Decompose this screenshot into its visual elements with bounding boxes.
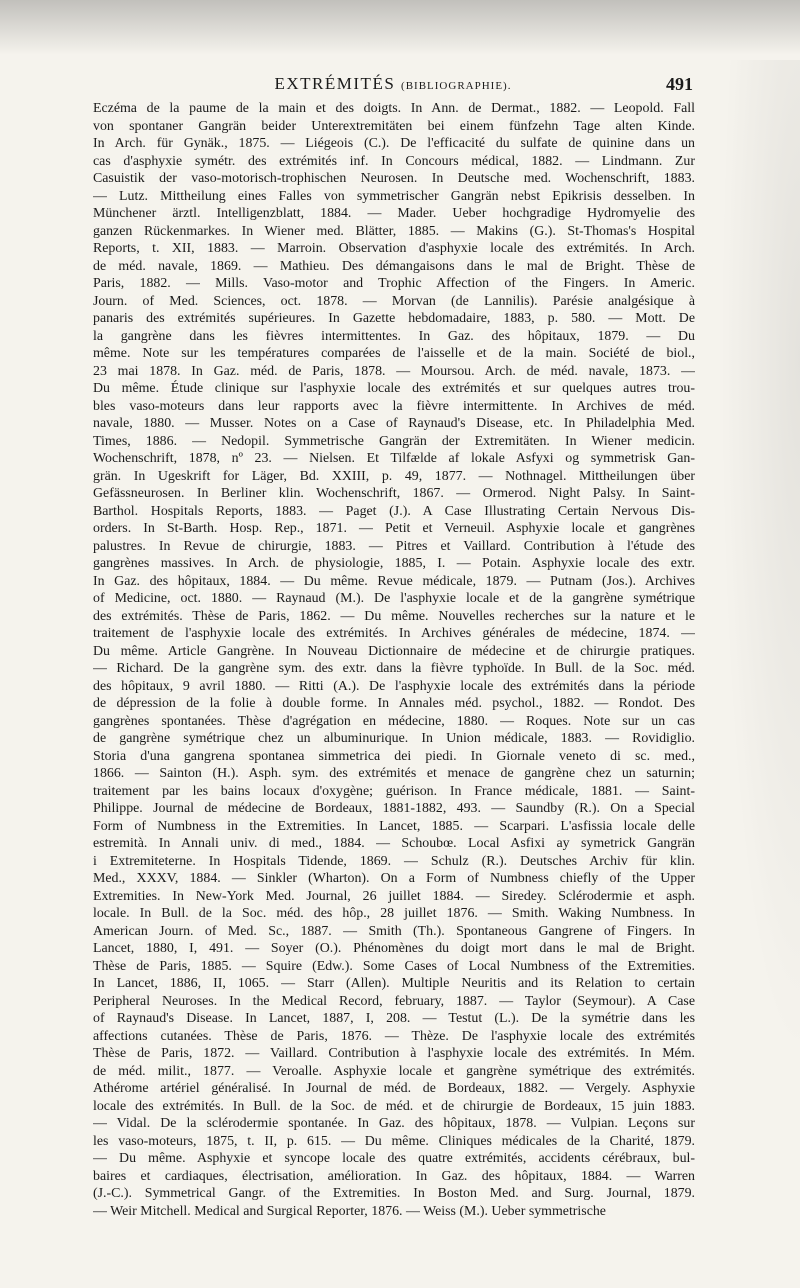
text-line: — Lutz. Mittheilung eines Falles von symmetrischer Gangrän nebst Epikrisis desselben. In xyxy=(93,188,695,204)
text-line: Barthol. Hospitals Reports, 1883. — Paget (J.). A Case Illustrating Certain Nervous Dis- xyxy=(93,503,695,519)
text-line: des extrémités. Thèse de Paris, 1862. — Du même. Nouvelles recherches sur la nature et le xyxy=(93,608,695,624)
text-line: — Vidal. De la sclérodermie spontanée. In Gaz. des hôpitaux, 1878. — Vulpian. Leçons sur xyxy=(93,1116,695,1131)
text-line: i Extremiteterne. In Hospitals Tidende, 1869. — Schulz (R.). Deutsches Archiv für klin. xyxy=(93,853,695,869)
text-line: In Gaz. des hôpitaux, 1884. — Du même. Revue médicale, 1879. — Putnam (Jos.). Archives xyxy=(93,573,695,589)
text-line: Du même. Étude clinique sur l'asphyxie locale des extrémités et sur quelques autres trou- xyxy=(93,381,695,396)
text-line: Form of Numbness in the Extremities. In Lancet, 1885. — Scarpari. L'asfissia locale delle xyxy=(93,818,695,834)
scan-shadow-top xyxy=(0,0,800,55)
text-line: of Raynaud's Disease. In Lancet, 1887, I, 208. — Testut (L.). De la symétrie dans les xyxy=(93,1011,695,1026)
text-line: In Lancet, 1886, II, 1065. — Starr (Allen). Multiple Neuritis and its Relation to certain xyxy=(93,976,695,991)
text-line: bles vaso-moteurs dans leur rapports avec la fièvre intermittente. In Archives de méd. xyxy=(93,398,695,414)
text-line: panaris des extrémités supérieures. In Gazette hebdomadaire, 1883, p. 580. — Mott. De xyxy=(93,311,695,326)
text-line: Gefässneurosen. In Berliner klin. Wochenschrift, 1867. — Ormerod. Night Palsy. In Saint- xyxy=(93,486,695,501)
text-line: (J.-C.). Symmetrical Gangr. of the Extremities. In Boston Med. and Surg. Journal, 1879. xyxy=(93,1186,695,1201)
text-line: Thèse de Paris, 1885. — Squire (Edw.). Some Cases of Local Numbness of the Extremities. xyxy=(93,958,695,974)
text-line: Du même. Article Gangrène. In Nouveau Dictionnaire de médecine et de chirurgie pratiques. xyxy=(93,643,695,659)
text-line: In Arch. für Gynäk., 1875. — Liégeois (C.). De l'efficacité du sulfate de quinine dans un xyxy=(93,136,695,151)
text-line: locale des extrémités. In Bull. de la Soc. de méd. et de chirurgie de Bordeaux, 15 juin 1883. xyxy=(93,1098,695,1114)
text-line: de gangrène symétrique chez un albuminurique. In Union médicale, 1883. — Rovidiglio. xyxy=(93,731,695,746)
text-line: Wochenschrift, 1878, nº 23. — Nielsen. Et Tilfælde af lokale Asfyxi og symmetrisk Gan- xyxy=(93,451,695,466)
text-line: même. Note sur les températures comparées de l'aisselle et de la main. Société de biol., xyxy=(93,346,695,361)
text-line: de méd. milit., 1877. — Veroalle. Asphyxie locale et gangrène symétrique des extrémités. xyxy=(93,1063,695,1079)
text-line: cas d'asphyxie symétr. des extrémités inf. In Concours médical, 1882. — Lindmann. Zur xyxy=(93,153,695,169)
text-line: 1866. — Sainton (H.). Asph. sym. des extrémités et menace de gangrène chez un saturnin; xyxy=(93,766,695,781)
text-line: — Weir Mitchell. Medical and Surgical Reporter, 1876. — Weiss (M.). Ueber symmetrische xyxy=(93,1203,606,1219)
text-line: ganzen Rückenmarkes. In Wiener med. Blätter, 1885. — Makins (G.). St-Thomas's Hospital xyxy=(93,223,695,239)
text-line: baires et cardiaques, électrisation, amélioration. In Gaz. des hôpitaux, 1884. — Warren xyxy=(93,1168,695,1184)
text-line: von spontaner Gangrän beider Unterextremitäten bei einem fünfzehn Tage alten Kinde. xyxy=(93,118,695,134)
text-line: traitement par les bains locaux d'oxygène; guérison. In France médicale, 1881. — Saint- xyxy=(93,783,695,799)
text-line: Reports, t. XII, 1883. — Marroin. Observation d'asphyxie locale des extrémités. In Arch. xyxy=(93,241,695,256)
running-head-title: EXTRÉMITÉS xyxy=(274,74,396,93)
text-line: Athérome artériel généralisé. In Journal de méd. de Bordeaux, 1882. — Vergely. Asphyxie xyxy=(93,1081,695,1096)
text-line: — Du même. Asphyxie et syncope locale des quatre extrémités, accidents cérébraux, bul- xyxy=(93,1151,695,1166)
text-line: Med., XXXV, 1884. — Sinkler (Wharton). On a Form of Numbness chiefly of the Upper xyxy=(93,871,695,886)
text-line: 23 mai 1878. In Gaz. méd. de Paris, 1878. — Moursou. Arch. de méd. navale, 1873. — xyxy=(93,363,695,379)
text-line: gangrènes massives. In Arch. de physiologie, 1885, I. — Potain. Asphyxie locale des extr. xyxy=(93,556,695,571)
text-line: les vaso-moteurs, 1875, t. II, p. 615. — Du même. Cliniques médicales de la Charité, 1879. xyxy=(93,1133,695,1149)
text-line: affections cutanées. Thèse de Paris, 1876. — Thèze. De l'asphyxie locale des extrémités xyxy=(93,1028,695,1044)
text-line: orders. In St-Barth. Hosp. Rep., 1871. — Petit et Verneuil. Asphyxie locale et gangrènes xyxy=(93,521,695,536)
text-line: navale, 1880. — Musser. Notes on a Case of Raynaud's Disease, etc. In Philadelphia Med. xyxy=(93,416,695,431)
bibliography-text xyxy=(93,100,695,1220)
text-line: Paris, 1882. — Mills. Vaso-motor and Trophic Affection of the Fingers. In Americ. xyxy=(93,276,695,291)
text-line: Times, 1886. — Nedopil. Symmetrische Gangrän der Extremitäten. In Wiener medicin. xyxy=(93,433,695,449)
text-line: Philippe. Journal de médecine de Bordeaux, 1881-1882, 493. — Saundby (R.). On a Special xyxy=(93,801,695,816)
page-number: 491 xyxy=(666,74,693,94)
text-line: de méd. navale, 1869. — Mathieu. Des démangaisons dans le mal de Bright. Thèse de xyxy=(93,258,695,274)
text-line: Storia d'una gangrena spontanea simmetrica dei piedi. In Giornale veneto di sc. med., xyxy=(93,748,695,764)
text-line: Eczéma de la paume de la main et des doigts. In Ann. de Dermat., 1882. — Leopold. Fall xyxy=(93,101,695,116)
text-line: estremità. In Annali univ. di med., 1884. — Schoubœ. Local Asfixi ay symetrick Gangrän xyxy=(93,836,695,851)
text-line: traitement de l'asphyxie locale des extrémités. In Archives générales de médecine, 1874. — xyxy=(93,626,695,641)
running-head xyxy=(93,72,693,98)
running-head-subtitle: (BIBLIOGRAPHIE). xyxy=(401,80,512,92)
text-line: Peripheral Neuroses. In the Medical Record, february, 1887. — Taylor (Seymour). A Case xyxy=(93,993,695,1009)
text-line: de dépression de la folie à double forme. In Annales méd. psychol., 1882. — Rondot. Des xyxy=(93,696,695,711)
text-line: of Medicine, oct. 1880. — Raynaud (M.). De l'asphyxie locale et de la gangrène symétrique xyxy=(93,591,695,606)
scan-shadow-right xyxy=(720,60,800,1060)
text-line: — Richard. De la gangrène sym. des extr. dans la fièvre typhoïde. In Bull. de la Soc. méd. xyxy=(93,661,695,676)
text-line: Casuistik der vaso-motorisch-trophischen Neurosen. In Deutsche med. Wochenschrift, 1883. xyxy=(93,171,695,186)
text-line: locale. In Bull. de la Soc. méd. des hôp., 28 juillet 1876. — Smith. Waking Numbness. In xyxy=(93,906,695,921)
text-line: des hôpitaux, 9 avril 1880. — Ritti (A.). De l'asphyxie locale des extrémités dans la période xyxy=(93,678,695,694)
text-line: gangrènes spontanées. Thèse d'agrégation en médecine, 1880. — Roques. Note sur un cas xyxy=(93,713,695,729)
text-line: Münchener ärztl. Intelligenzblatt, 1884. — Mader. Ueber hochgradige Hydromyelie des xyxy=(93,206,695,221)
text-line: la gangrène dans les fièvres intermittentes. In Gaz. des hôpitaux, 1879. — Du xyxy=(93,328,695,344)
text-line: palustres. In Revue de chirurgie, 1883. — Pitres et Vaillard. Contribution à l'étude des xyxy=(93,538,695,554)
page-header xyxy=(93,72,693,96)
text-line: American Journ. of Med. Sc., 1887. — Smith (Th.). Spontaneous Gangrene of Fingers. In xyxy=(93,923,695,939)
text-line: Extremities. In New-York Med. Journal, 26 juillet 1884. — Siredey. Sclérodermie et asph. xyxy=(93,888,695,904)
text-line: Journ. of Med. Sciences, oct. 1878. — Morvan (de Lannilis). Parésie analgésique à xyxy=(93,293,695,309)
text-line: Lancet, 1880, I, 491. — Soyer (O.). Phénomènes du doigt mort dans le mal de Bright. xyxy=(93,941,695,956)
text-line: grän. In Ugeskrift for Läger, Bd. XXIII, p. 49, 1877. — Nothnagel. Mittheilungen über xyxy=(93,468,695,484)
text-line: Thèse de Paris, 1872. — Vaillard. Contribution à l'asphyxie locale des extrémités. In Mém. xyxy=(93,1046,695,1061)
